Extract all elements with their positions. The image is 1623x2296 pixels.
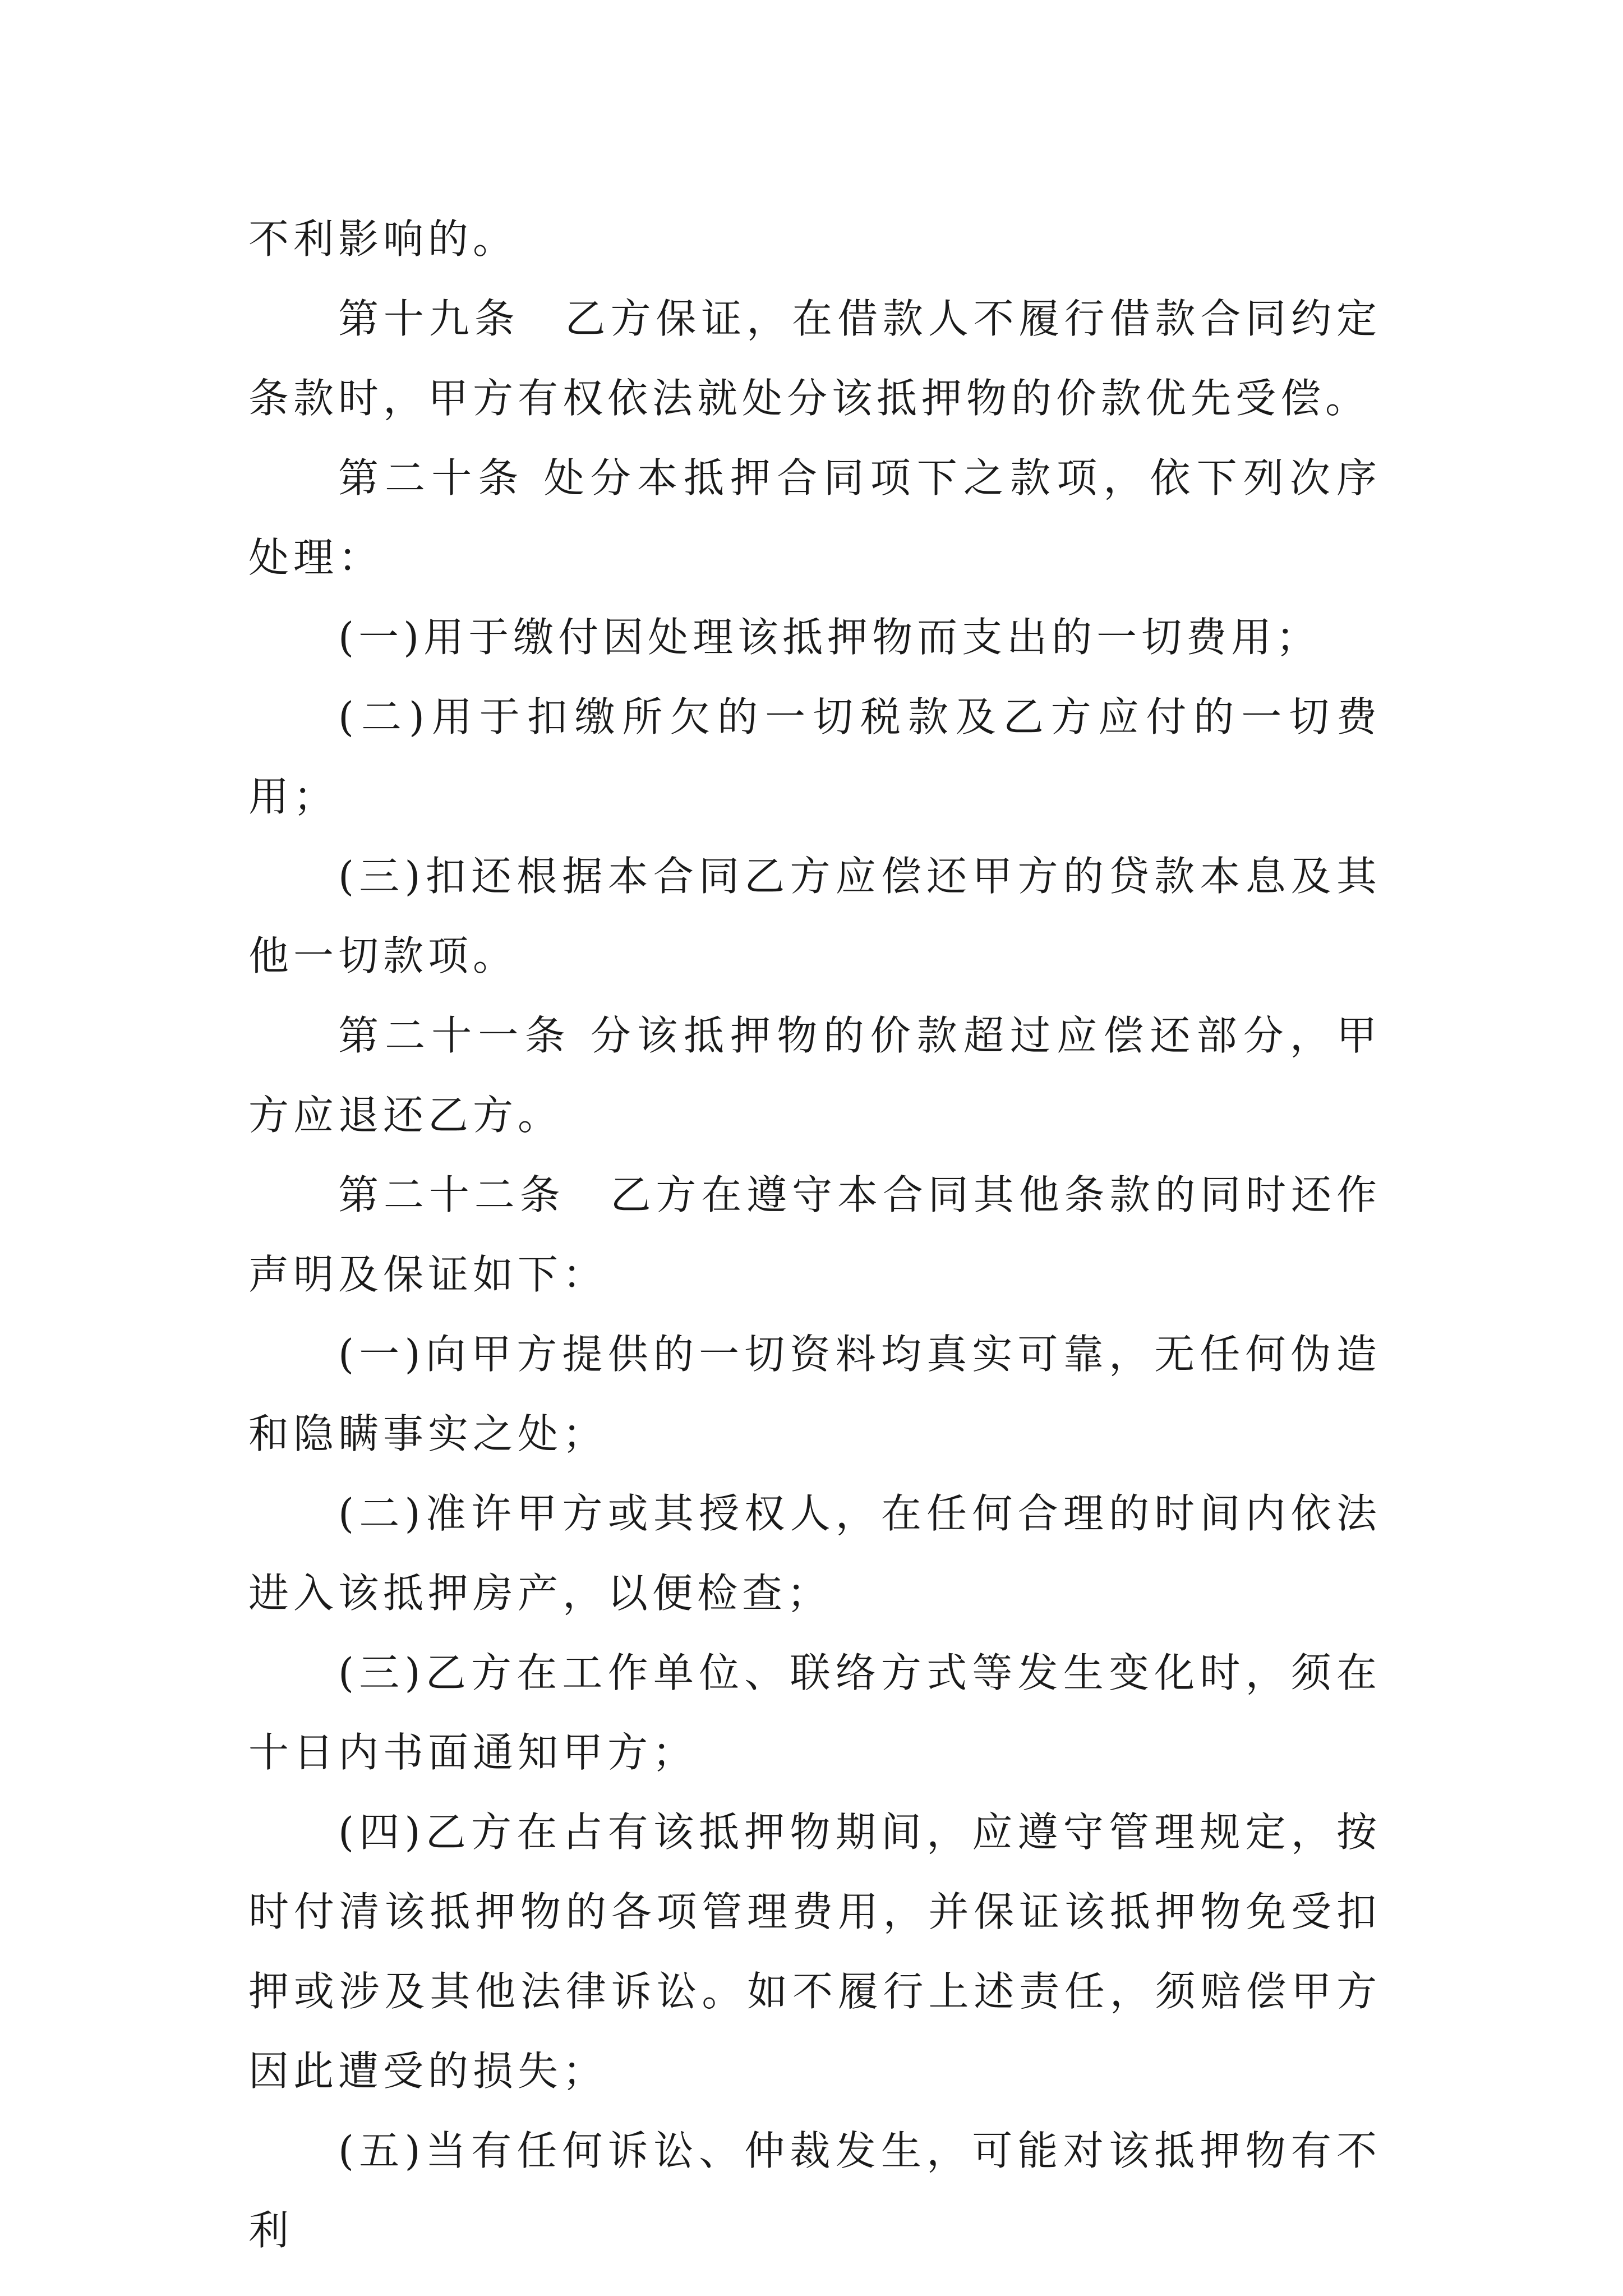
paragraph: 第二十一条 分该抵押物的价款超过应偿还部分，甲方应退还乙方。 <box>248 1012 1381 1139</box>
paragraph: (二)准许甲方或其授权人，在任何合理的时间内依法进入该抵押房产，以便检查； <box>248 1490 1381 1617</box>
paragraph: (一)用于缴付因处理该抵押物而支出的一切费用； <box>338 614 1321 661</box>
paragraph: 不利影响的。 <box>248 215 518 263</box>
paragraph: 第二十二条 乙方在遵守本合同其他条款的同时还作声明及保证如下： <box>248 1171 1381 1298</box>
paragraph: (五)当有任何诉讼、仲裁发生，可能对该抵押物有不利 <box>248 2127 1381 2254</box>
document-body <box>248 199 1381 2270</box>
paragraph: (一)向甲方提供的一切资料均真实可靠，无任何伪造和隐瞒事实之处； <box>248 1331 1381 1457</box>
paragraph: 第二十条 处分本抵押合同项下之款项，依下列次序处理： <box>248 454 1381 581</box>
paragraph: (四)乙方在占有该抵押物期间，应遵守管理规定，按时付清该抵押物的各项管理费用，并保证该抵押物免受扣押或涉及其他法律诉讼。如不履行上述责任，须赔偿甲方因此遭受的损失； <box>248 1809 1381 2095</box>
paragraph: (二)用于扣缴所欠的一切税款及乙方应付的一切费用； <box>248 693 1381 820</box>
paragraph: 第十九条 乙方保证，在借款人不履行借款合同约定条款时，甲方有权依法就处分该抵押物的价款优先受偿。 <box>248 295 1381 422</box>
paragraph: (三)乙方在工作单位、联络方式等发生变化时，须在十日内书面通知甲方； <box>248 1649 1381 1776</box>
paragraph: (三)扣还根据本合同乙方应偿还甲方的贷款本息及其他一切款项。 <box>248 853 1381 979</box>
